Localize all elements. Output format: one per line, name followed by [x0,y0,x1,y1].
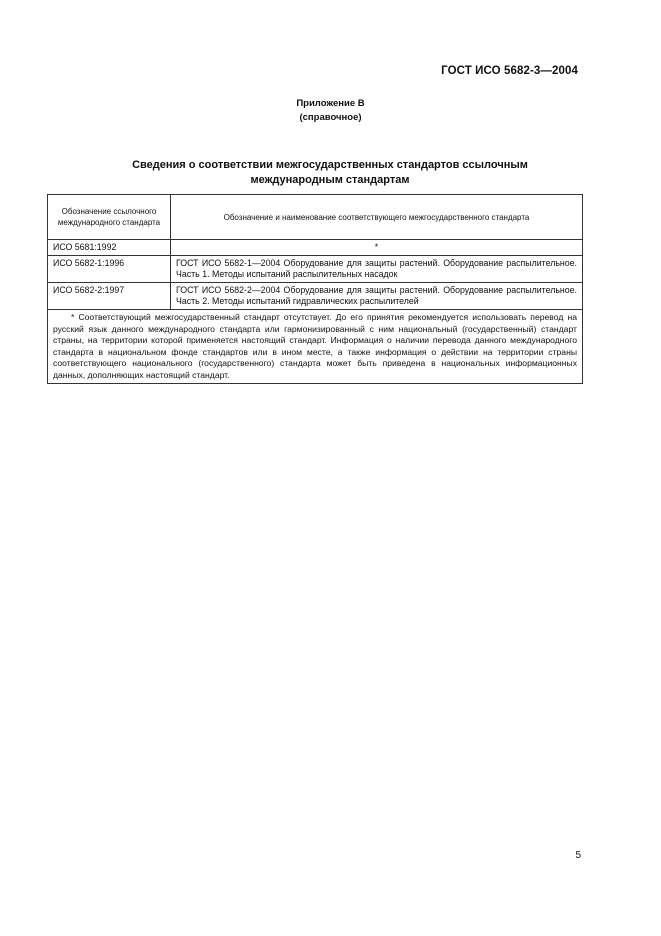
document-code: ГОСТ ИСО 5682-3—2004 [441,65,578,77]
reference-standard-cell: ИСО 5681:1992 [48,240,171,256]
header-reference-standard: Обозначение ссылочного международного стандарта [48,195,171,240]
page-number: 5 [575,850,581,861]
appendix-type: (справочное) [299,112,362,123]
table-footnote [48,310,583,384]
table-row [48,256,583,283]
table-header-row [48,195,583,240]
section-title [60,158,600,188]
standards-correspondence-table [47,194,583,384]
header-interstate-standard: Обозначение и наименование соответствующего межгосударственного стандарта [171,195,583,240]
table-row [48,283,583,310]
table-row [48,240,583,256]
section-title-line-1: Сведения о соответствии межгосударственных стандартов ссылочным [132,159,528,171]
footnote-text: * Соответствующий межгосударственный стандарт отсутствует. До его принятия рекомендуется использовать перевод на русский язык данного международного стандарта или гармонизированный с ним национальный (государственный) стандарт страны, на территории которой применяется настоящий стандарт. Информация о наличии перевода данного международного стандарта в национальном фонде стандартов или в ином месте, а также информация о действии на территории страны соответствующего национального (государственного) стандарта может быть приведена в национальных информационных данных, дополняющих настоящий стандарт. [53,312,577,380]
interstate-standard-cell: * [171,240,583,256]
interstate-standard-cell: ГОСТ ИСО 5682-1—2004 Оборудование для защиты растений. Оборудование распылительное. Часть 1. Методы испытаний распылительных насадок [171,256,583,283]
section-title-line-2: международным стандартам [250,174,410,186]
interstate-standard-cell: ГОСТ ИСО 5682-2—2004 Оборудование для защиты растений. Оборудование распылительное. Часть 2. Методы испытаний гидравлических распылителей [171,283,583,310]
reference-standard-cell: ИСО 5682-1:1996 [48,256,171,283]
appendix-label: Приложение В [296,98,365,109]
appendix-heading [0,97,661,125]
table-footnote-row [48,310,583,384]
reference-standard-cell: ИСО 5682-2:1997 [48,283,171,310]
